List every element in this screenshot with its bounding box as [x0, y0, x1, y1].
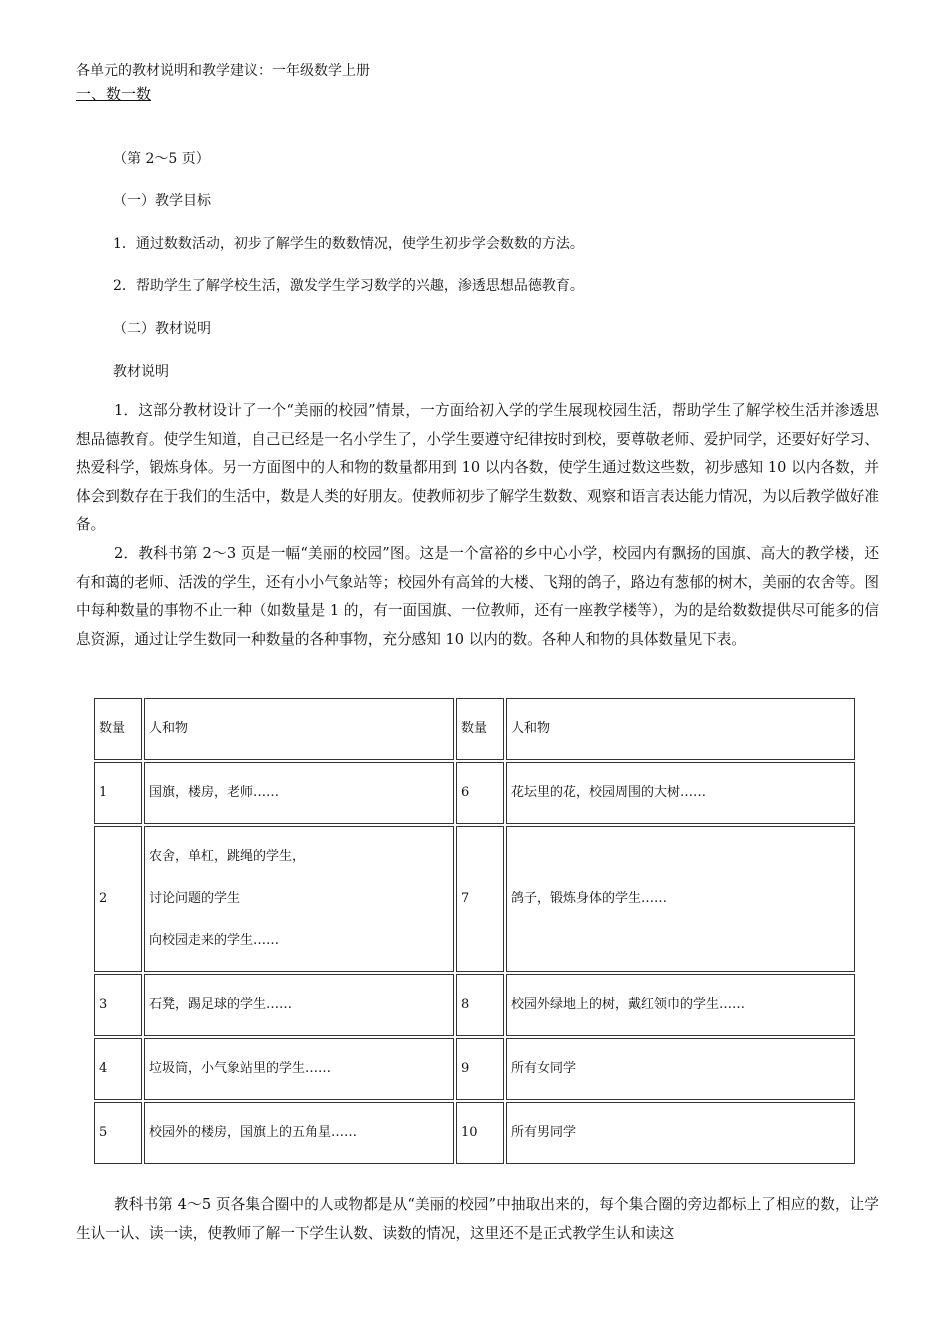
- materials-subheading: 教材说明: [113, 364, 169, 380]
- count-cell: 3: [94, 974, 142, 1036]
- items-cell: 垃圾筒，小气象站里的学生……: [144, 1038, 454, 1100]
- items-cell: 所有男同学: [506, 1102, 855, 1164]
- goal-item-1: 1．通过数数活动，初步了解学生的数数情况，使学生初步学会数数的方法。: [113, 236, 584, 252]
- table-row: [94, 974, 855, 1036]
- count-cell: 10: [456, 1102, 504, 1164]
- count-cell: 9: [456, 1038, 504, 1100]
- count-cell: 7: [456, 826, 504, 972]
- document-title: 各单元的教材说明和教学建议：一年级数学上册: [76, 63, 370, 79]
- header-count: 数量: [94, 698, 142, 760]
- items-cell: 校园外绿地上的树，戴红领巾的学生……: [506, 974, 855, 1036]
- count-cell: 1: [94, 762, 142, 824]
- table-row: [94, 1102, 855, 1164]
- paragraph-1: 1．这部分教材设计了一个“美丽的校园”情景，一方面给初入学的学生展现校园生活，帮助学生了解学校生活并渗透思想品德教育。使学生知道，自己已经是一名小学生了，小学生要遵守纪律按时到校，要尊敬老师、爱护同学，还要好好学习、热爱科学，锻炼身体。另一方面图中的人和物的数量都用到 10 以内各数，使学生通过数这些数，初步感知 10 以内各数，并体会到数存在于我们的生活中，数是人类的好朋友。使教师初步了解学生数数、观察和语言表达能力情况，为以后教学做好准备。: [76, 402, 879, 533]
- table-row: [94, 1038, 855, 1100]
- header-items: 人和物: [506, 698, 855, 760]
- table-row: [94, 762, 855, 824]
- paragraph-3: 教科书第 4～5 页各集合圈中的人或物都是从“美丽的校园”中抽取出来的，每个集合圈的旁边都标上了相应的数，让学生认一认、读一读，使教师了解一下学生认数、读数的情况，这里还不是正式教学生认和读这: [76, 1196, 879, 1242]
- items-cell: 鸽子，锻炼身体的学生……: [506, 826, 855, 972]
- header-items: 人和物: [144, 698, 454, 760]
- paragraph-2: 2．教科书第 2～3 页是一幅“美丽的校园”图。这是一个富裕的乡中心小学，校园内有飘扬的国旗、高大的教学楼，还有和蔼的老师、活泼的学生，还有小小气象站等；校园外有高耸的大楼、飞翔的鸽子，路边有葱郁的树木，美丽的农舍等。图中每种数量的事物不止一种（如数量是 1 的，有一面国旗、一位教师，还有一座教学楼等），为的是给数数提供尽可能多的信息资源，通过让学生数同一种数量的各种事物，充分感知 10 以内的数。各种人和物的具体数量见下表。: [76, 545, 879, 648]
- goal-item-2: 2．帮助学生了解学校生活，激发学生学习数学的兴趣，渗透思想品德教育。: [113, 278, 584, 294]
- items-line: 农舍，单杠，跳绳的学生，: [149, 849, 306, 864]
- header-count: 数量: [456, 698, 504, 760]
- count-cell: 6: [456, 762, 504, 824]
- items-cell: 石凳，踢足球的学生……: [144, 974, 454, 1036]
- items-cell: 国旗，楼房，老师……: [144, 762, 454, 824]
- quantity-table: [92, 696, 857, 1166]
- materials-heading: （二）教材说明: [113, 321, 211, 337]
- items-cell: [144, 826, 454, 972]
- page-reference: （第 2～5 页）: [113, 151, 210, 167]
- count-cell: 8: [456, 974, 504, 1036]
- count-cell: 5: [94, 1102, 142, 1164]
- goals-heading: （一）教学目标: [113, 193, 211, 209]
- count-cell: 2: [94, 826, 142, 972]
- section-heading: 一、数一数: [76, 85, 152, 103]
- items-cell: 所有女同学: [506, 1038, 855, 1100]
- count-cell: 4: [94, 1038, 142, 1100]
- items-cell: 校园外的楼房，国旗上的五角星……: [144, 1102, 454, 1164]
- table-header-row: [94, 698, 855, 760]
- items-cell: 花坛里的花，校园周围的大树……: [506, 762, 855, 824]
- table-row: [94, 826, 855, 972]
- items-line: 讨论问题的学生: [149, 891, 241, 906]
- items-line: 向校园走来的学生……: [149, 933, 280, 948]
